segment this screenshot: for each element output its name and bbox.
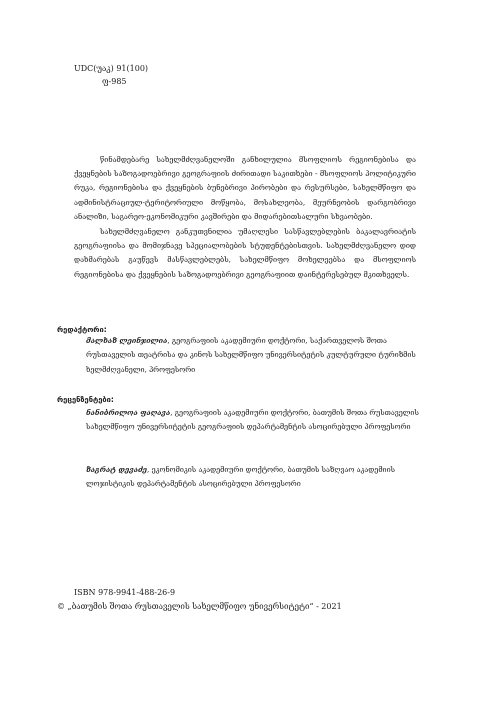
copyright: © „ბათუმის შოთა რუსთაველის სახელმწიფო უნივერსიტეტი“ - 2021 xyxy=(57,602,342,611)
author-mark: ფ-985 xyxy=(102,77,127,86)
abstract xyxy=(74,153,416,282)
reviewer-entry-1 xyxy=(86,406,426,435)
udc-code: UDC(უაკ) 91(100) xyxy=(74,64,149,73)
editor-description: , გეოგრაფიის აკადემიური დოქტორი, საქართველოს შოთა რუსთაველის თეატრისა და კინოს სახელმწიფო უნივერსიტეტის კულტურული ტურიზმის ხელმძღვანელი, პროფესორი xyxy=(86,336,416,374)
reviewer-entry-2 xyxy=(86,463,426,492)
editor-heading: რედაქტორი: xyxy=(57,325,107,334)
reviewers-heading: რეცენზენტები: xyxy=(57,395,114,404)
udc-block xyxy=(74,62,148,88)
isbn: ISBN 978-9941-488-26-9 xyxy=(74,588,176,597)
editor-name: მალხაზ ლეინჯილია xyxy=(86,336,168,345)
abstract-paragraph-1: წინამდებარე სახელმძღვანელოში განხილულია მსოფლიოს რეგიონებისა და ქვეყნების საზოგადოებრივი გეოგრაფიის ძირითადი საკითხები - მსოფლიოს პოლიტიკური რუკა, რეგიონებისა და ქვეყნების ბუნებრივი პირობები და რესურსები, სახელმწიფო და ადმინისტრაციულ-ტერიტორიული მოწყობა, მოსახლეობა, მეურნეობის დარგობრივი ანალიზი, საგარეო-ეკონომიკური კავშირები და მიდარებითსალური სხვაობები. xyxy=(74,155,416,221)
reviewer-2-name: ზაგრატ დევაძე xyxy=(86,465,148,474)
editor-entry xyxy=(86,334,426,377)
reviewer-1-description: , გეოგრაფიის აკადემიური დოქტორი, ბათუმის შოთა რუსთაველის სახელმწიფო უნივერსიტეტის გეოგრაფიის დეპარტამენტის ასოცირებული პროფესორი xyxy=(86,408,419,432)
reviewer-2-description: , ეკონომიკის აკადემიური დოქტორი, ბათუმის საზღვაო აკადემიის ლოჯისტიკის დეპარტამენტის ასოცირებული პროფესორი xyxy=(86,465,395,489)
abstract-paragraph-2: სახელმძღვანელო განკუთვნილია უმაღლესი სასწავლებლების ბაკალავრიატის გეოგრაფიისა და მომიჯნავე სპეციალობების სტუდენტებისთვის. სახელმძღვანელო დიდ დახმარებას გაუწევს მასწავლებლებს, სახელმწიფო მოხელეებსა და მსოფლიოს რეგიონებისა და ქვეყნების საზოგადოებრივი გეოგრაფიით დაინტერესებულ მკითხველს. xyxy=(74,227,416,279)
reviewer-1-name: ნანიბრილოა ფაღავა xyxy=(86,408,171,417)
footer xyxy=(57,586,342,614)
